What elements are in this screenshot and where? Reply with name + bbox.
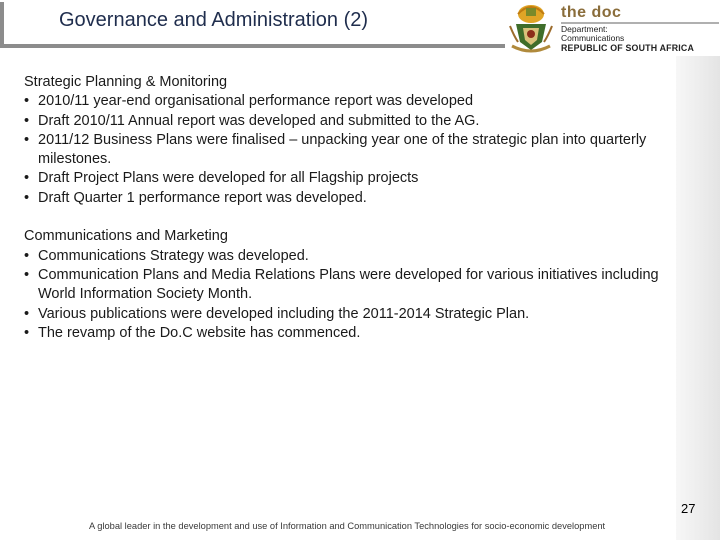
title-bar [0,2,505,48]
section-heading-communications: Communications and Marketing [24,228,228,245]
list-item: • Draft Quarter 1 performance report was developed. [24,189,664,208]
list-item: • Draft Project Plans were developed for all Flagship projects [24,169,664,188]
section-heading-planning: Strategic Planning & Monitoring [24,74,228,90]
list-item: • 2010/11 year-end organisational performance report was developed [24,92,664,111]
bullet-list-communications [24,247,664,343]
list-item: • 2011/12 Business Plans were finalised – unpacking year one of the strategic plan into quarterly milestones. [24,131,664,170]
department-line-1: Department: [561,24,608,34]
page-title: Governance and Administration (2) [59,9,369,31]
logo-text [561,4,719,22]
page-number: 27 [681,501,696,516]
department-logo [505,0,720,56]
side-decoration [676,56,720,540]
bullet-list-planning [24,92,664,208]
department-line-2: Communications [561,33,625,43]
list-item: • Communication Plans and Media Relations Plans were developed for various initiatives including World Information Society Month. [24,266,664,305]
footer-tagline: A global leader in the development and use of Information and Communication Technologies for socio-economic development [89,521,606,531]
section-spacer [24,208,664,227]
list-item: • Various publications were developed including the 2011-2014 Strategic Plan. [24,305,664,324]
list-item: • Communications Strategy was developed. [24,247,664,266]
list-item: • Draft 2010/11 Annual report was developed and submitted to the AG. [24,112,664,131]
department-label [561,25,694,53]
brand-name: the doc [561,4,622,21]
country-name: REPUBLIC OF SOUTH AFRICA [561,43,695,53]
coat-of-arms-icon [508,2,554,54]
slide-content [24,73,664,343]
list-item: • The revamp of the Do.C website has commenced. [24,324,664,343]
